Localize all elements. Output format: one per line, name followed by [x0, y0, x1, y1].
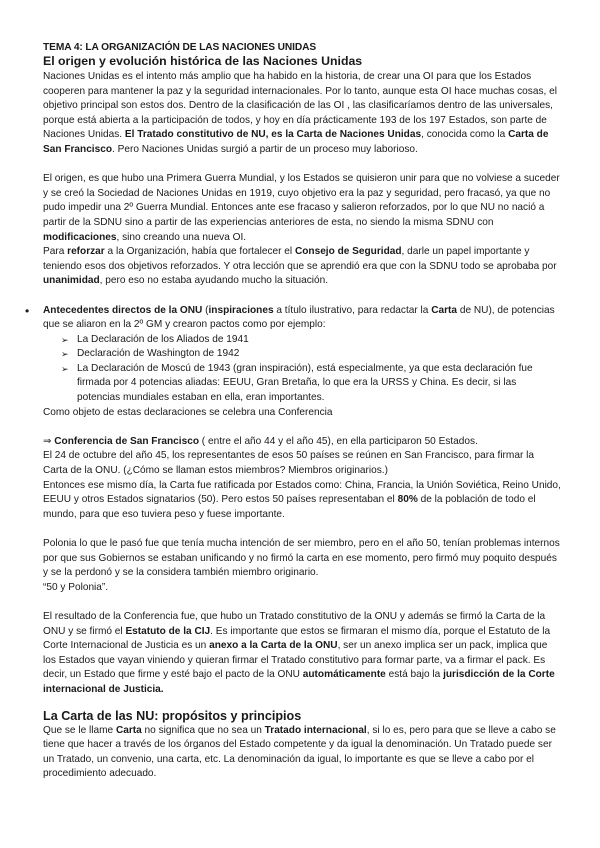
paragraph-conference-intro: Como objeto de estas declaraciones se celebra una Conferencia	[43, 406, 333, 418]
text: Para	[43, 246, 68, 258]
bold-text: Carta	[115, 724, 142, 736]
text: . Es importante que estos se firmaran el mismo día, porque el Estatuto de la Corte Internacional de Justicia es un	[43, 625, 551, 652]
arrow-list	[43, 333, 561, 406]
paragraph-carta	[43, 724, 561, 782]
text: Entonces ese mismo día, la Carta fue ratificada por Estados como: China, Francia, la Unión Soviética, Reino Unido, EEUU y otros Estados signatarios (50). Pero estos 50 países representaban el	[43, 479, 561, 506]
bold-text: modificaciones	[43, 231, 117, 243]
text: ( entre el año 44 y el año 45), en ella participaron 50 Estados.	[199, 435, 478, 447]
text: , sino creando una nueva OI.	[116, 231, 247, 243]
paragraph-intro	[43, 70, 561, 158]
paragraph-result	[43, 610, 561, 698]
text: a título ilustrativo, para redactar la	[273, 304, 432, 316]
bold-text: Estatuto de la CIJ	[125, 625, 211, 637]
arrow-icon: ➢	[61, 334, 69, 345]
paragraph-conference	[43, 435, 561, 450]
document-page	[25, 41, 561, 782]
bold-text: reforzar	[67, 246, 105, 258]
bullet-antecedentes	[25, 303, 561, 406]
text: a la Organización, había que fortalecer el	[104, 246, 295, 258]
text: de NU), de potencias que se aliaron en la 2º GM y crearon pactos como por ejemplo:	[43, 304, 555, 331]
paragraph-ratification	[43, 479, 561, 523]
bold-text: anexo a la Carta de la ONU	[209, 640, 338, 652]
bold-text: automáticamente	[302, 669, 386, 681]
paragraph-poland-quote: “50 y Polonia”.	[43, 581, 109, 593]
text: , si lo es, pero para que se lleve a cabo se tiene que hacer a través de los órganos del Estado competente y da igual la denominación. Un Tratado puede ser un Tratado, un convenio, una carta, etc. La denominación da igual, lo importante es que se lleve a cabo por el procedimiento adecuado.	[43, 724, 556, 780]
section-heading-carta: La Carta de las NU: propósitos y principios	[43, 708, 302, 723]
bold-text: jurisdicción de la Corte internacional de Justicia.	[43, 669, 555, 695]
text: está bajo la	[385, 669, 444, 681]
text: (	[202, 304, 209, 316]
text: El resultado de la Conferencia fue, que hubo un Tratado constitutivo de la ONU y además se firmó la Carta de la ONU y se firmó el	[43, 610, 546, 637]
bold-text: Consejo de Seguridad	[294, 246, 402, 258]
bold-text: El Tratado constitutivo de NU, es la Carta de Naciones Unidas	[124, 129, 422, 141]
list-item	[61, 362, 561, 406]
bold-text: Conferencia de San Francisco	[54, 435, 199, 447]
list-item-text: Declaración de Washington de 1942	[77, 348, 240, 360]
text: no significa que no sea un	[141, 724, 265, 736]
arrow-icon: ➢	[61, 349, 69, 360]
bold-text: Carta	[431, 304, 458, 316]
bold-text: 80%	[397, 494, 418, 506]
list-item	[61, 347, 561, 362]
text: . Pero Naciones Unidas surgió a partir de un proceso muy laborioso.	[112, 143, 418, 155]
text: El origen, es que hubo una Primera Guerra Mundial, y los Estados se quisieron unir para que no volviese a suceder y se creó la Sociedad de Naciones Unidas en 1919, cuyo objetivo era la paz y seguridad, pero fracasó, ya que no pudo impedir una 2º Guerra Mundial. Entonces ante ese fracaso y salieron reforzados, por lo que NU no nació a partir de la SDNU sino a partir de las experiencias anteriores de esta, no siendo la misma SDNU con	[43, 173, 560, 228]
list-item-text: La Declaración de los Aliados de 1941	[77, 333, 249, 345]
topic-title: TEMA 4: LA ORGANIZACIÓN DE LAS NACIONES UNIDAS	[43, 42, 317, 53]
bold-text: unanimidad	[43, 275, 100, 287]
bullet-text	[43, 304, 561, 333]
text: , darle un papel importante y teniendo esos dos objetivos reforzados. Y otra lección que se aprendió era que con la SDNU todo se aprobaba por	[43, 246, 557, 272]
implies-arrow: ⇒	[43, 435, 55, 447]
text: , pero eso no estaba ayudando mucho la situación.	[99, 275, 329, 287]
bullet-icon: •	[25, 303, 30, 318]
paragraph-origin	[43, 172, 561, 245]
list-item	[61, 333, 561, 348]
text: de la población de todo el mundo, para que eso tuviera peso y fuese importante.	[43, 494, 536, 520]
bold-text: Tratado internacional	[264, 724, 367, 736]
paragraph-poland: Polonia lo que le pasó fue que tenía mucha intención de ser miembro, pero en el año 50, tenían problemas internos por que sus Gobiernos se estaban unificando y no firmó la carta en ese momento, pero firmó muy poquito después y se la perdonó y se la considera también miembro originario.	[43, 538, 560, 579]
bold-text: inspiraciones	[208, 304, 274, 316]
paragraph-signing: El 24 de octubre del año 45, los representantes de esos 50 países se reúnen en San Francisco, para firmar la Carta de la ONU. (¿Cómo se llaman estos miembros? Miembros originarios.)	[43, 450, 534, 477]
paragraph-reinforce	[43, 245, 561, 289]
list-item-text: La Declaración de Moscú de 1943 (gran inspiración), está especialmente, ya que esta declaración fue firmada por 4 potencias aliadas: EEUU, Gran Bretaña, lo que era la URSS y China. Es decir, si las potencias mundiales estaban en ella, eran importantes.	[77, 362, 533, 404]
text: Naciones Unidas es el intento más amplio que ha habido en la historia, de crear una OI para que los Estados cooperen para mantener la paz y la seguridad internacionales. Por lo tanto, aunque esta OI hace muchas cosas, el objetivo principal son estos dos. Dentro de la clasificación de las OI , las clasificaríamos dentro de las universales, porque está abierta a la participación de todos, y hoy en día prácticamente 193 de los 197 Estados, son parte de Naciones Unidas.	[43, 71, 557, 141]
arrow-icon: ➢	[61, 363, 69, 374]
bold-text: Antecedentes directos de la ONU	[43, 304, 203, 316]
text: , conocida como la	[421, 129, 509, 141]
section-heading-origin: El origen y evolución histórica de las Naciones Unidas	[43, 54, 363, 68]
text: Que se le llame	[43, 724, 116, 736]
bold-text: Carta de San Francisco	[43, 129, 549, 155]
text: , ser un anexo implica ser un pack, implica que los Estados que vayan viniendo y quieran firmar el Tratado constitutivo para formar parte, va a firmar el pack. Es decir, un Estado que firme y esté bajo el pacto de la ONU	[43, 640, 548, 681]
